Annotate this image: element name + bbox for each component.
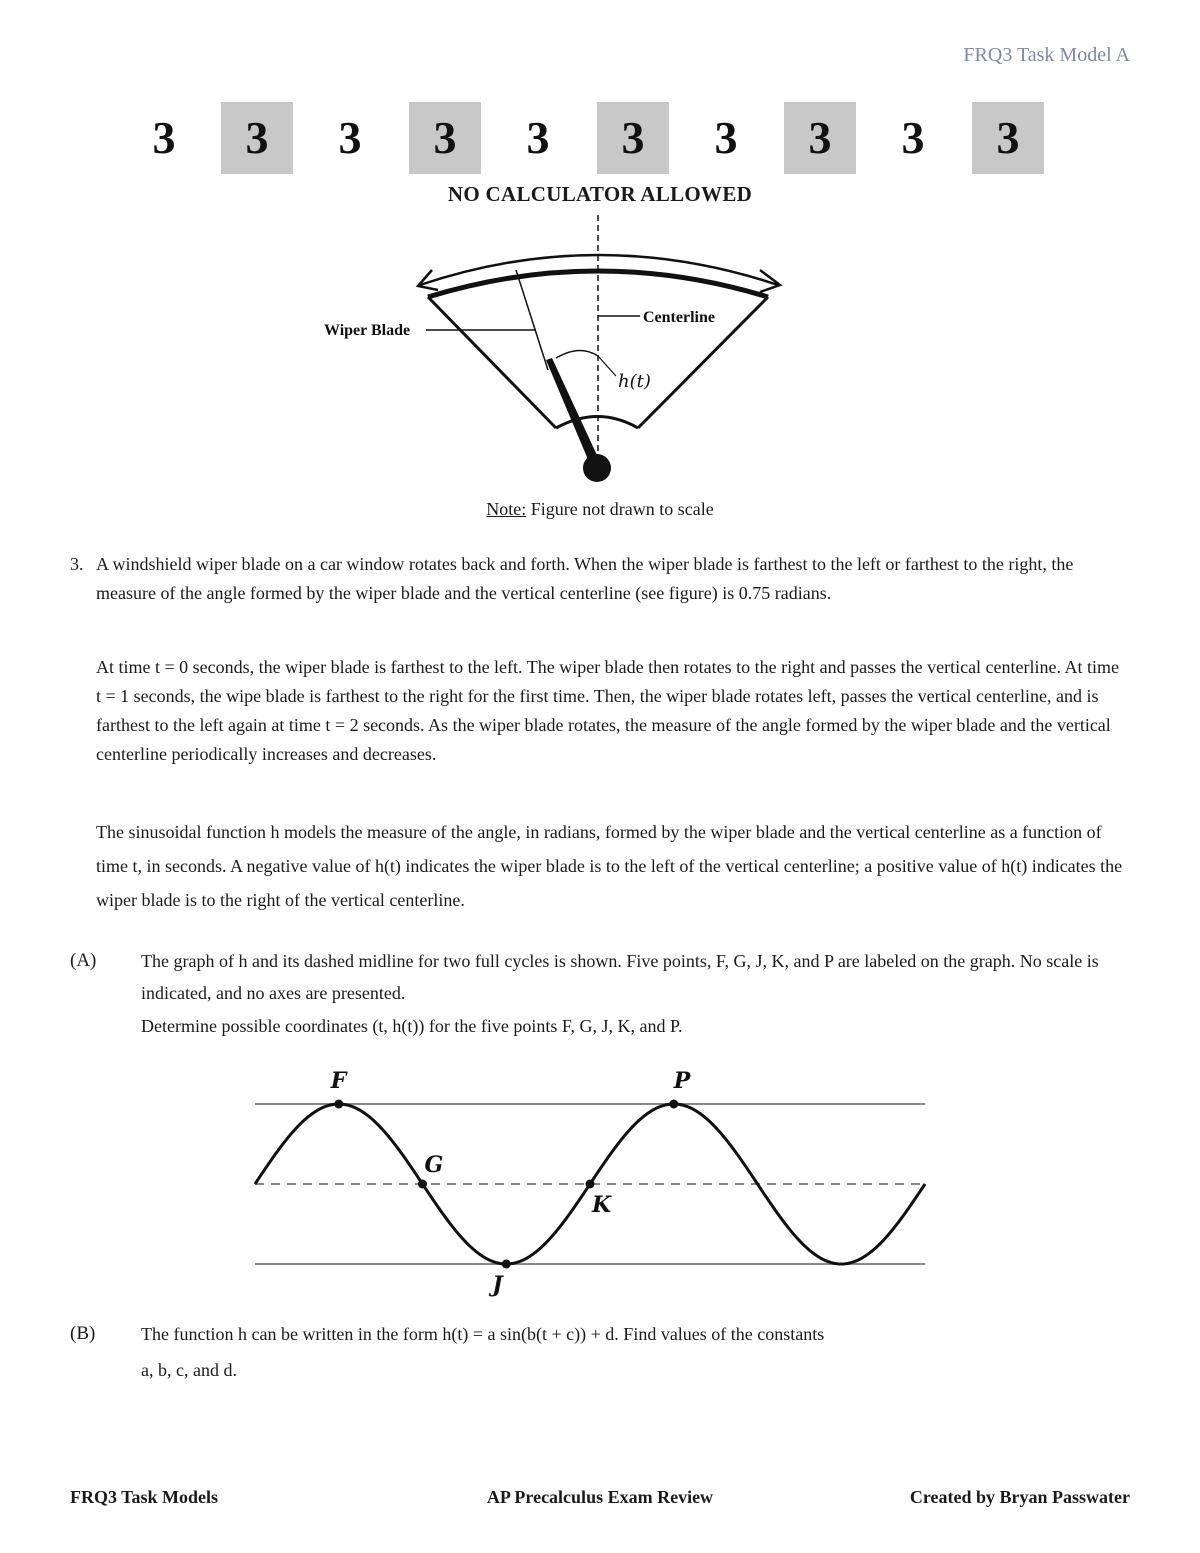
angle-leader [598, 356, 616, 376]
part-a-text: The graph of h and its dashed midline for two full cycles is shown. Five points, F, G, J, K, and P are labeled on the graph. No scale is indicated, and no axes are presented. [141, 951, 1099, 1003]
banner-digit: 3 [409, 102, 481, 174]
angle-arc [556, 350, 598, 358]
footer-middle: AP Precalculus Exam Review [486, 1487, 714, 1507]
graph-point-label-k: K [592, 1192, 612, 1218]
graph-point-f [334, 1100, 343, 1109]
graph-point-label-f: F [330, 1068, 347, 1094]
wiper-blade-thin [516, 270, 548, 370]
banner-digit: 3 [972, 102, 1044, 174]
question-intro: A windshield wiper blade on a car window rotates back and forth. When the wiper blade is farthest to the left or farthest to the right, the measure of the angle formed by the wiper blade and the vertical centerline (see figure) is 0.75 radians. [96, 554, 1074, 603]
wiper-blade-label: Wiper Blade [324, 322, 411, 339]
banner-digit: 3 [221, 102, 293, 174]
footer-left: FRQ3 Task Models [70, 1487, 219, 1507]
banner-digit: 3 [338, 112, 362, 163]
question-paragraph-2: At time t = 0 seconds, the wiper blade is farthest to the left. The wiper blade then rotates to the right and passes the vertical centerline. At time t = 1 seconds, the wipe blade is farthest to the right for the first time. Then, the wiper blade rotates left, passes the vertical centerline, and is farthest to the left again at time t = 2 seconds. As the wiper blade rotates, the measure of the angle formed by the wiper blade and the vertical centerline periodically increases and decreases. [96, 657, 1120, 764]
wiper-pivot [583, 454, 611, 482]
note-text: Figure not drawn to scale [526, 499, 714, 519]
header-tag: FRQ3 Task Model A [963, 44, 1130, 66]
graph-point-label-j: J [492, 1272, 503, 1298]
question-number: 3. [70, 554, 84, 574]
part-a-question: Determine possible coordinates (t, h(t)) for the five points F, G, J, K, and P. [141, 1016, 683, 1036]
part-a-label: (A) [70, 950, 97, 971]
wiper-diagram [300, 210, 860, 500]
part-b-text: The function h can be written in the form h(t) = a sin(b(t + c)) + d. Find values of the constants [141, 1324, 825, 1344]
graph-point-k [586, 1180, 595, 1189]
graph-point-label-p: P [673, 1068, 691, 1094]
graph-point-p [669, 1100, 678, 1109]
banner-digit: 3 [784, 102, 856, 174]
angle-label: h(t) [618, 371, 651, 392]
banner-digit: 3 [901, 112, 925, 163]
wiper-blade [546, 358, 602, 469]
question-number-banner [128, 102, 1072, 176]
banner-digit: 3 [597, 102, 669, 174]
centerline-label: Centerline [643, 309, 715, 326]
window-left-edge [428, 297, 556, 428]
footer-right: Created by Bryan Passwater [909, 1487, 1130, 1507]
part-b-constants: a, b, c, and d. [141, 1360, 237, 1380]
figure-note [0, 499, 1200, 520]
graph-point-label-g: G [424, 1152, 444, 1178]
question-paragraph-3: The sinusoidal function h models the measure of the angle, in radians, formed by the wiper blade and the vertical centerline as a function of time t, in seconds. A negative value of h(t) indicates the wiper blade is to the left of the vertical centerline; a positive value of h(t) indicates the wiper blade is to the right of the vertical centerline. [96, 822, 1123, 910]
sinusoid-graph [230, 1060, 950, 1310]
note-prefix: Note: [486, 499, 527, 519]
part-b-label: (B) [70, 1323, 96, 1344]
banner-digit: 3 [152, 112, 176, 163]
graph-point-j [502, 1260, 511, 1269]
window-bottom-edge [556, 417, 638, 429]
no-calculator-heading: NO CALCULATOR ALLOWED [447, 182, 753, 206]
window-top-edge [428, 271, 768, 297]
graph-point-g [418, 1180, 427, 1189]
banner-digit: 3 [526, 112, 550, 163]
banner-digit: 3 [714, 112, 738, 163]
